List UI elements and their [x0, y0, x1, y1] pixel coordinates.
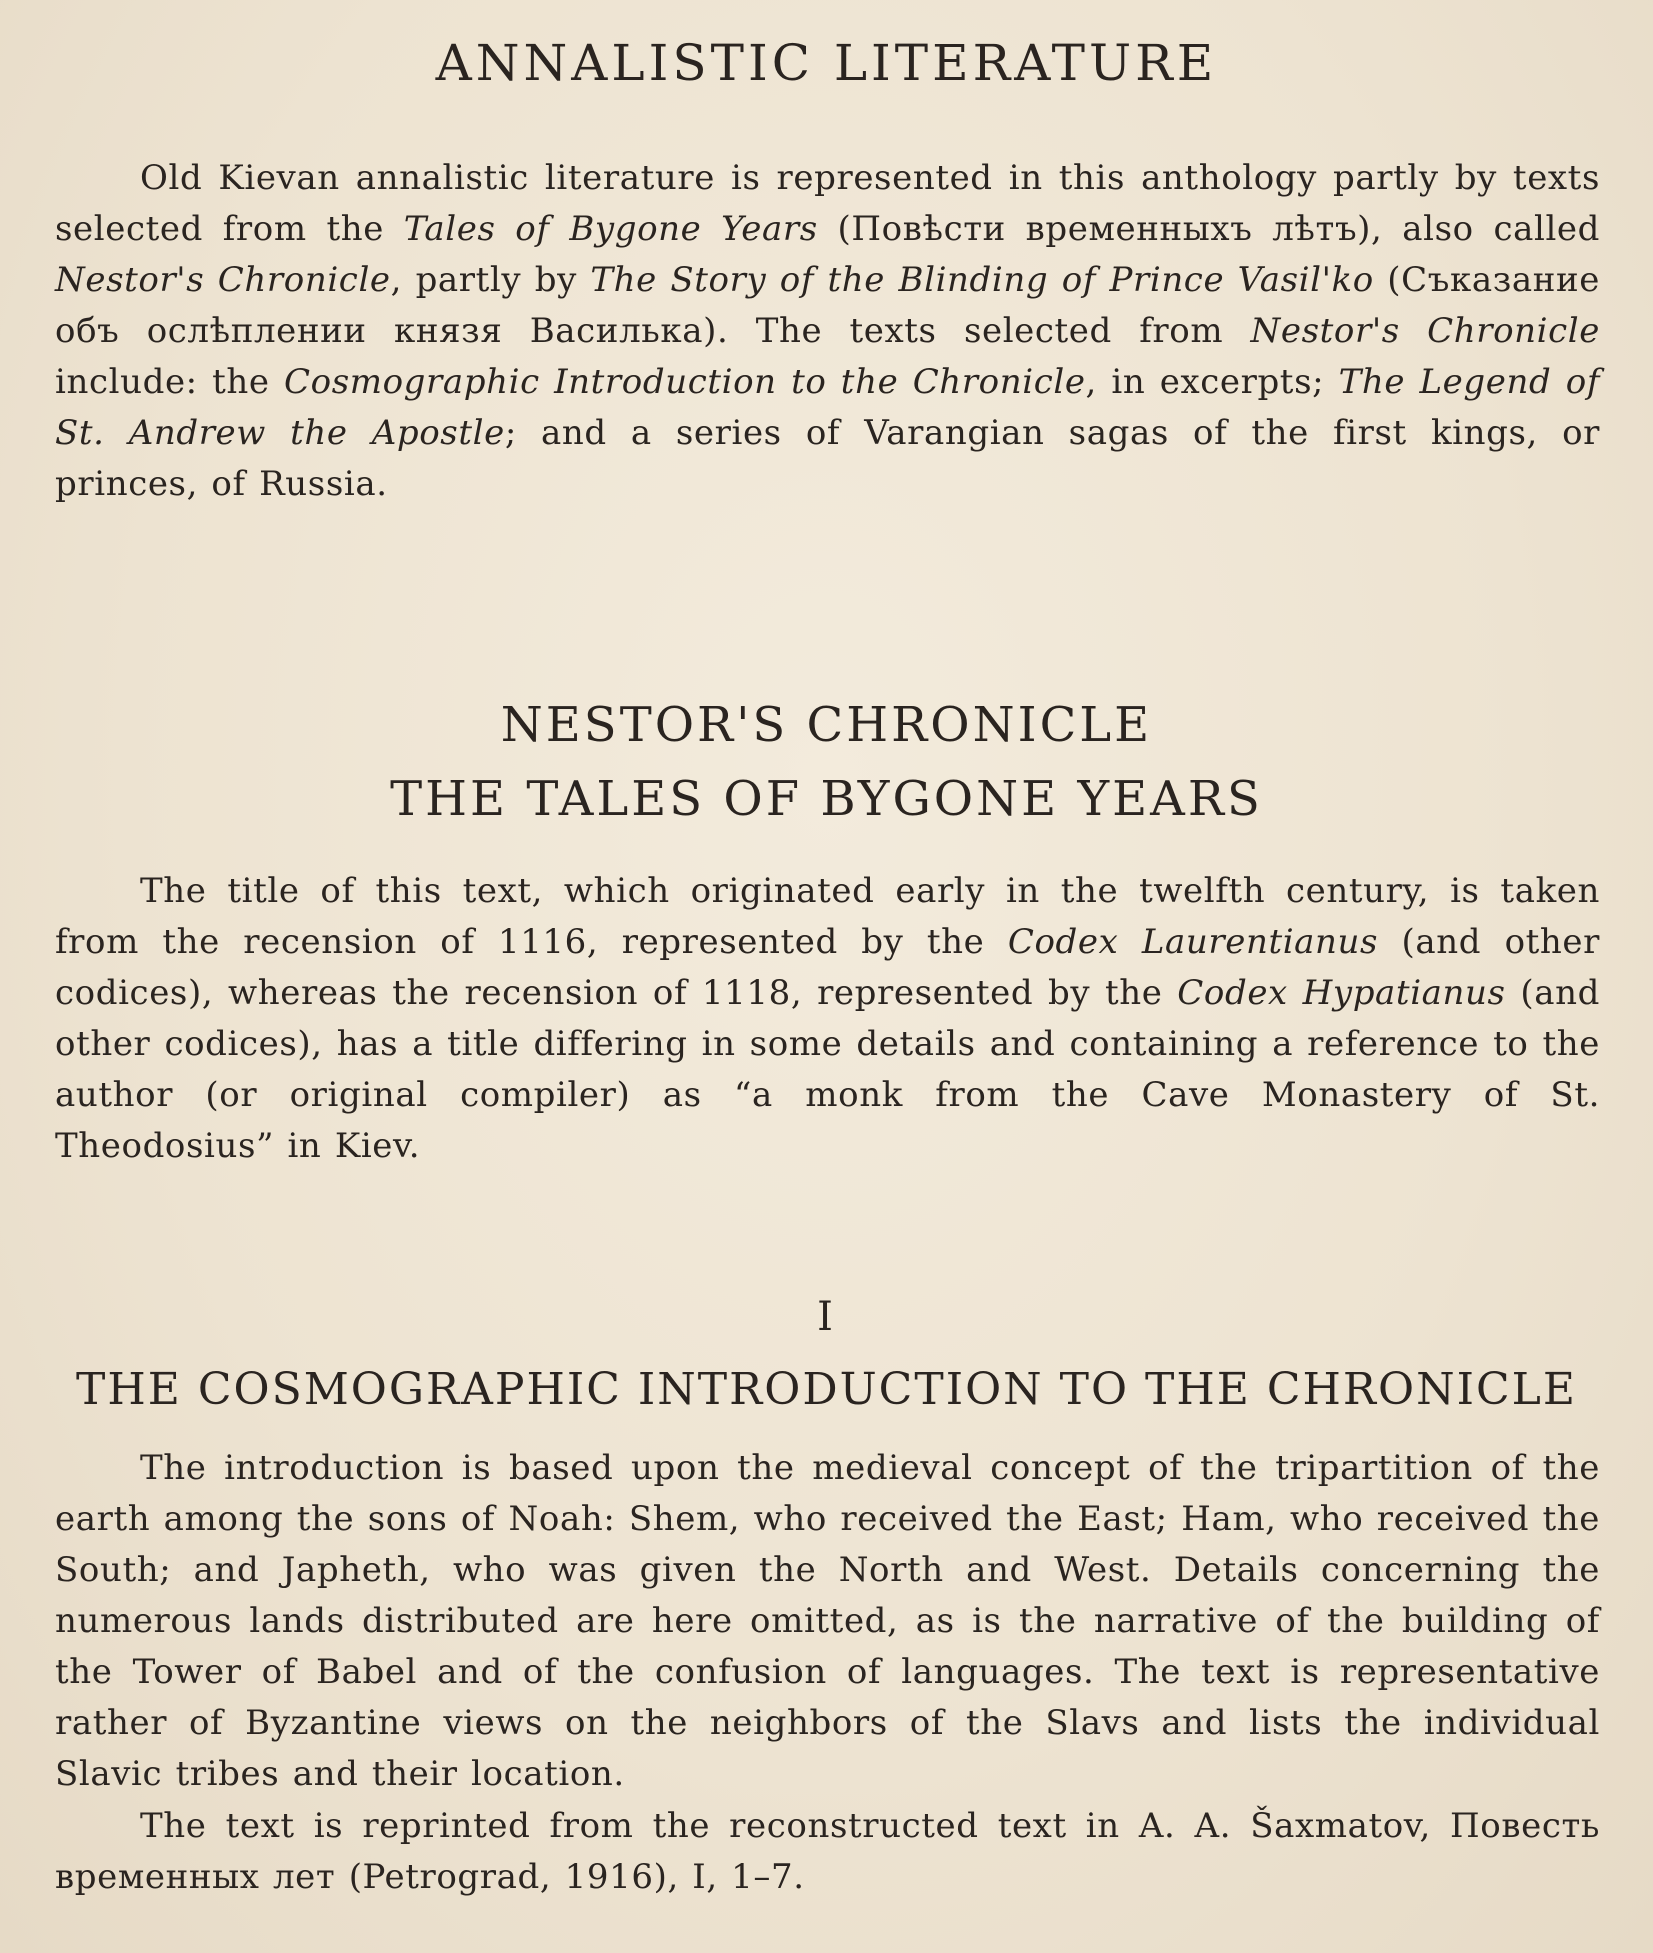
text-run: , partly by — [390, 260, 591, 300]
italic-title: Nestor's Chronicle — [55, 260, 391, 300]
text-run: ; and a series of Varangian sagas of the first kings, or princes, of Russia. — [55, 413, 1600, 504]
text-run: Old Kievan annalistic literature is represented in this anthology partly by texts selected from the — [55, 158, 1600, 249]
source-note-paragraph: The text is reprinted from the reconstructed text in A. A. Šaxmatov, Повесть временных лет (Petrograd, 1916), I, 1–7. — [55, 1806, 1600, 1897]
section-numeral: I — [817, 1294, 836, 1340]
section-title-annalistic-literature: ANNALISTIC LITERATURE — [435, 34, 1218, 92]
intro-paragraph-cosmographic: The introduction is based upon the medieval concept of the tripartition of the earth among the sons of Noah: Shem, who received the East; Ham, who received the South; and Japheth, who was given the North and West. Details concerning the numerous lands distributed are here omitted, as is the narrative of the building of the Tower of Babel and of the confusion of languages. The text is representative rather of Byzantine views on the neighbors of the Slavs and lists the individual Slavic tribes and their location. — [55, 1448, 1600, 1794]
italic-title: Cosmographic Introduction to the Chronicle — [284, 362, 1086, 402]
intro-paragraph-nestor — [55, 866, 1600, 1172]
section-title-nestors-chronicle: NESTOR'S CHRONICLE — [500, 697, 1153, 753]
text-run: (Повѣсти временныхъ лѣтъ), also called — [817, 209, 1601, 249]
text-run: include: the — [55, 362, 285, 402]
text-run: , in excerpts; — [1085, 362, 1339, 402]
text-run: The title of this text, which originated early in the twelfth century, is taken from the recension of 1116, represented by the — [55, 871, 1600, 962]
italic-title: Nestor's Chronicle — [1250, 311, 1600, 351]
section-subtitle-tales-of-bygone-years: THE TALES OF BYGONE YEARS — [390, 771, 1263, 827]
text-run: (and other codices), has a title differing in some details and containing a reference to the author (or original compiler) as “a monk from the Cave Monastery of St. Theodosius” in Kiev. — [55, 973, 1600, 1166]
italic-title: Tales of Bygone Years — [403, 209, 818, 249]
italic-title: The Legend of St. Andrew the Apostle — [55, 362, 1601, 453]
italic-title: The Story of the Blinding of Prince Vasil'ko — [590, 260, 1374, 300]
text-run: (and other codices), whereas the recension of 1118, represented by the — [55, 922, 1600, 1013]
italic-title: Codex Hypatianus — [1177, 973, 1506, 1013]
italic-title: Codex Laurentianus — [1007, 922, 1379, 962]
text-run: (Съказание объ ослѣплении князя Василька). The texts selected from — [55, 260, 1600, 351]
section-title-cosmographic-introduction: THE COSMOGRAPHIC INTRODUCTION TO THE CHRONICLE — [76, 1364, 1577, 1415]
intro-paragraph-annalistic — [55, 153, 1600, 510]
